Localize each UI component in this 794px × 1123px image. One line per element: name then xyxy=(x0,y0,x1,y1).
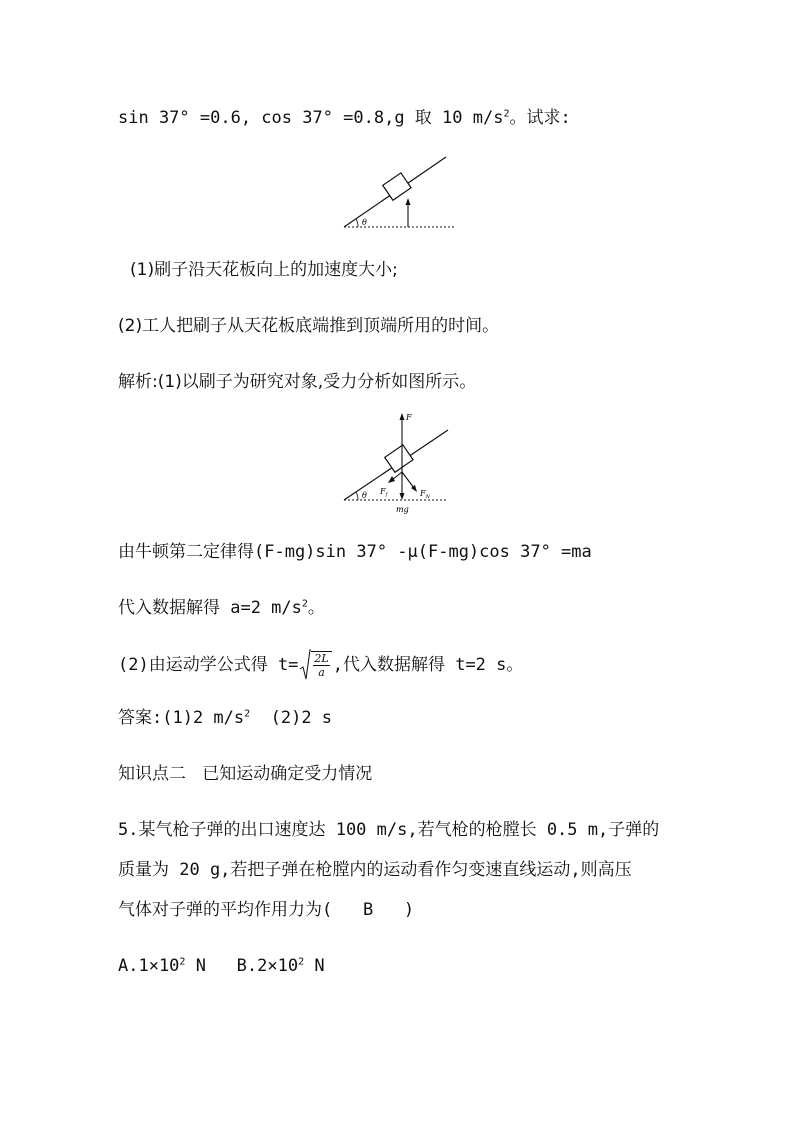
fraction-denominator: a xyxy=(318,666,325,679)
kinematics-line: (2)由运动学公式得 t= $\frac{2L}{a}$ ,代入数据解得 t=2 s。 xyxy=(118,648,523,682)
fraction-numerator: 2L xyxy=(314,652,329,665)
angle-theta-label: θ xyxy=(362,218,367,227)
incline-figure-1 xyxy=(336,150,461,232)
options-line: $A.1\times 10^2$ N $B.2\times 10^2$ N xyxy=(118,956,325,976)
solve-acceleration: 代入数据解得 a=2 $m/s^2$。 xyxy=(118,598,325,618)
given-values-line: sin 37° =0.6, cos 37° =0.8,g 取 10 $m/s^2$。试求: xyxy=(118,108,571,128)
question-2: (2)工人把刷子从天花板底端推到顶端所用的时间。 xyxy=(118,316,500,336)
newton-equation: 由牛顿第二定律得(F-mg)sin 37° -μ(F-mg)cos 37° =ma xyxy=(118,542,592,562)
answer-line: 答案:(1)2 $m/s^2$ (2)2 s xyxy=(118,708,333,728)
problem-5-line-2: 质量为 20 g,若把子弹在枪膛内的运动看作匀变速直线运动,则高压 xyxy=(118,860,632,880)
angle-theta-label: θ xyxy=(362,491,367,500)
force-diagram-figure-2 xyxy=(336,408,461,518)
analysis-line: 解析:(1)以刷子为研究对象,受力分析如图所示。 xyxy=(118,372,477,392)
section-heading: 知识点二 已知运动确定受力情况 xyxy=(118,764,373,784)
question-1: (1)刷子沿天花板向上的加速度大小; xyxy=(130,260,398,280)
problem-5-line-1: 5.某气枪子弹的出口速度达 100 m/s,若气枪的枪膛长 0.5 m,子弹的 xyxy=(118,820,660,840)
normal-FN-label: $F_N$ xyxy=(420,489,430,500)
weight-mg-label: mg xyxy=(396,505,409,514)
force-F-label: F xyxy=(406,413,412,422)
option-a: A.1×10 xyxy=(118,956,180,976)
option-b: B.2×10 xyxy=(205,956,299,976)
problem-5-line-3: 气体对子弹的平均作用力为( B ) xyxy=(118,900,415,920)
sqrt-formula xyxy=(299,649,331,681)
friction-Ff-label: $F_f$ xyxy=(380,487,388,498)
